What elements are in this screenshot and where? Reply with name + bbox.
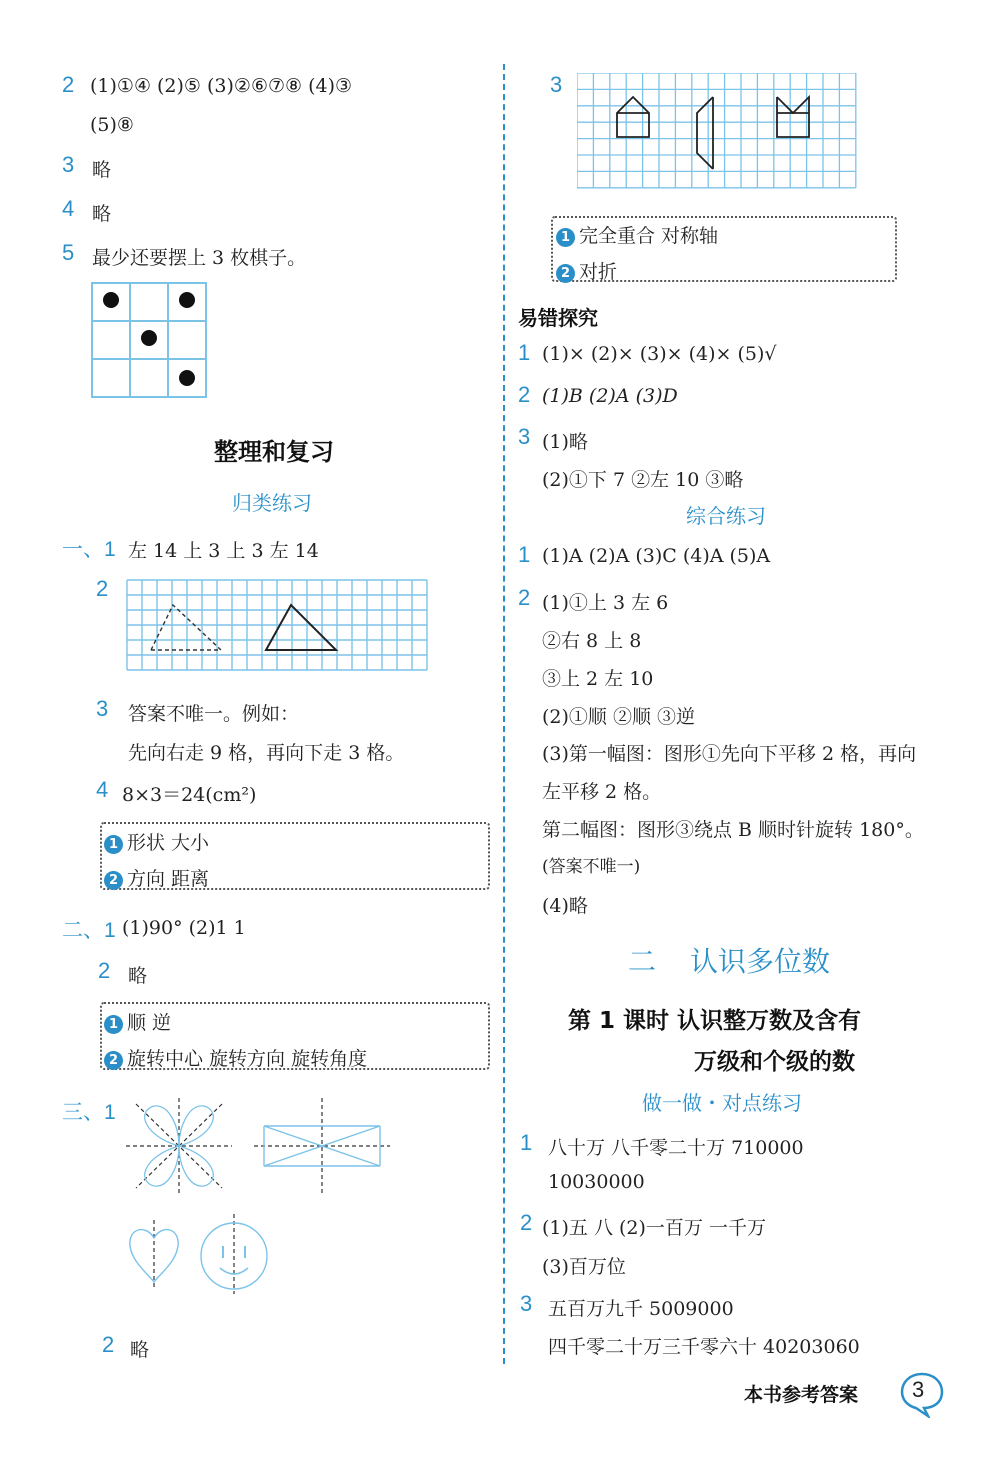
summary-box-1-line2 xyxy=(104,864,209,891)
q2-answer-line2: (5)⑧ xyxy=(90,114,134,136)
s3-q2-answer: 略 xyxy=(130,1339,150,1361)
c2-line6: 左平移 2 格。 xyxy=(542,781,662,803)
s2-q1-answer: (1)90° (2)1 1 xyxy=(122,917,246,939)
p3-number: 3 xyxy=(520,1291,533,1316)
bullet-1-icon: 1 xyxy=(104,1015,123,1034)
p2-number: 2 xyxy=(520,1210,533,1235)
e3-line2: (2)①下 7 ②左 10 ③略 xyxy=(542,469,744,491)
s1-q4-answer: 8×3＝24(cm²) xyxy=(122,784,257,806)
summary-box-3-text2: 对折 xyxy=(579,261,618,283)
bullet-1-icon: 1 xyxy=(104,835,123,854)
p2-line2: (3)百万位 xyxy=(542,1256,626,1278)
summary-box-2-line2 xyxy=(104,1044,367,1071)
unit-number: 二 xyxy=(628,945,657,978)
summary-box-3-line1 xyxy=(556,221,718,248)
s2-q2-answer: 略 xyxy=(128,965,148,987)
symmetry-heart-figure xyxy=(124,1218,184,1290)
summary-box-3-line2 xyxy=(556,257,617,284)
s1-q3-line1: 答案不唯一。例如： xyxy=(128,703,300,725)
q4-answer: 略 xyxy=(92,203,112,225)
p1-line2: 10030000 xyxy=(548,1171,645,1193)
symmetry-smiley-figure xyxy=(196,1212,272,1296)
e3-number: 3 xyxy=(518,424,531,449)
s3-q2-number: 2 xyxy=(102,1332,115,1357)
practice-title: 做一做・对点练习 xyxy=(642,1091,802,1115)
error-section-title: 易错探究 xyxy=(518,306,598,330)
q3-number: 3 xyxy=(62,152,75,177)
c2-line9: (4)略 xyxy=(542,895,588,917)
chess-grid-figure xyxy=(90,281,210,399)
p3-line1: 五百万九千 5009000 xyxy=(548,1298,734,1320)
c2-line3: ③上 2 左 10 xyxy=(542,668,654,690)
p1-line1: 八十万 八千零二十万 710000 xyxy=(548,1137,804,1159)
e3-line1: (1)略 xyxy=(542,431,588,453)
p2-line1: (1)五 八 (2)一百万 一千万 xyxy=(542,1217,766,1239)
summary-box-1-line1 xyxy=(104,828,209,855)
axis-symmetry-grid-figure xyxy=(577,73,857,197)
triangle-grid-figure xyxy=(125,578,431,676)
lesson-title-line2: 万级和个级的数 xyxy=(694,1049,855,1075)
e1-answer: (1)× (2)× (3)× (4)× (5)√ xyxy=(542,343,777,365)
q2-number: 2 xyxy=(62,72,75,97)
q4-number: 4 xyxy=(62,196,75,221)
p1-number: 1 xyxy=(520,1130,533,1155)
summary-box-2-text1: 顺 逆 xyxy=(127,1012,172,1034)
c2-line5: (3)第一幅图：图形①先向下平移 2 格，再向 xyxy=(542,743,917,765)
s1-q3-number: 3 xyxy=(96,696,109,721)
bullet-2-icon: 2 xyxy=(104,1051,123,1070)
e2-number: 2 xyxy=(518,382,531,407)
q5-answer: 最少还要摆上 3 枚棋子。 xyxy=(92,247,307,269)
s1-q1-answer: 左 14 上 3 上 3 左 14 xyxy=(128,540,319,562)
summary-box-2-line1 xyxy=(104,1008,171,1035)
summary-box-1-text2: 方向 距离 xyxy=(127,868,210,890)
s2-label: 二、1 xyxy=(62,919,116,942)
s1-q3-line2: 先向右走 9 格，再向下走 3 格。 xyxy=(128,742,405,764)
review-title: 整理和复习 xyxy=(214,438,334,466)
e2-answer: (1)B (2)A (3)D xyxy=(542,385,678,407)
unit-title: 认识多位数 xyxy=(690,945,831,978)
c1-number: 1 xyxy=(518,542,531,567)
c2-number: 2 xyxy=(518,585,531,610)
c1-answer: (1)A (2)A (3)C (4)A (5)A xyxy=(542,545,771,567)
classify-title: 归类练习 xyxy=(232,491,312,515)
lesson-title-line1: 第 1 课时 认识整万数及含有 xyxy=(568,1008,862,1034)
summary-box-3-text1: 完全重合 对称轴 xyxy=(579,225,719,247)
symmetry-flower-figure xyxy=(124,1096,234,1196)
symmetry-hourglass-figure xyxy=(252,1096,392,1196)
column-divider xyxy=(503,64,505,1364)
s3-label: 三、1 xyxy=(62,1101,116,1124)
s1-q4-number: 4 xyxy=(96,777,109,802)
c2-line2: ②右 8 上 8 xyxy=(542,630,642,652)
q3-answer: 略 xyxy=(92,159,112,181)
bullet-1-icon: 1 xyxy=(556,228,575,247)
page-number: 3 xyxy=(912,1377,925,1402)
summary-box-2-text2: 旋转中心 旋转方向 旋转角度 xyxy=(127,1048,368,1070)
bullet-2-icon: 2 xyxy=(556,264,575,283)
footer-label: 本书参考答案 xyxy=(744,1384,859,1406)
q2-answer-line1: (1)①④ (2)⑤ (3)②⑥⑦⑧ (4)③ xyxy=(90,75,353,97)
c2-line8: (答案不唯一) xyxy=(542,857,641,877)
s2-q2-number: 2 xyxy=(98,958,111,983)
r-q3-number: 3 xyxy=(550,72,563,97)
comprehensive-title: 综合练习 xyxy=(686,504,766,528)
s1-q2-number: 2 xyxy=(96,576,109,601)
p3-line2: 四千零二十万三千零六十 40203060 xyxy=(548,1336,860,1358)
summary-box-1-text1: 形状 大小 xyxy=(127,832,210,854)
s1-label: 一、1 xyxy=(62,538,116,561)
c2-line7: 第二幅图：图形③绕点 B 顺时针旋转 180°。 xyxy=(542,819,924,841)
bullet-2-icon: 2 xyxy=(104,871,123,890)
c2-line4: (2)①顺 ②顺 ③逆 xyxy=(542,706,695,728)
e1-number: 1 xyxy=(518,340,531,365)
c2-line1: (1)①上 3 左 6 xyxy=(542,592,669,614)
q5-number: 5 xyxy=(62,240,75,265)
